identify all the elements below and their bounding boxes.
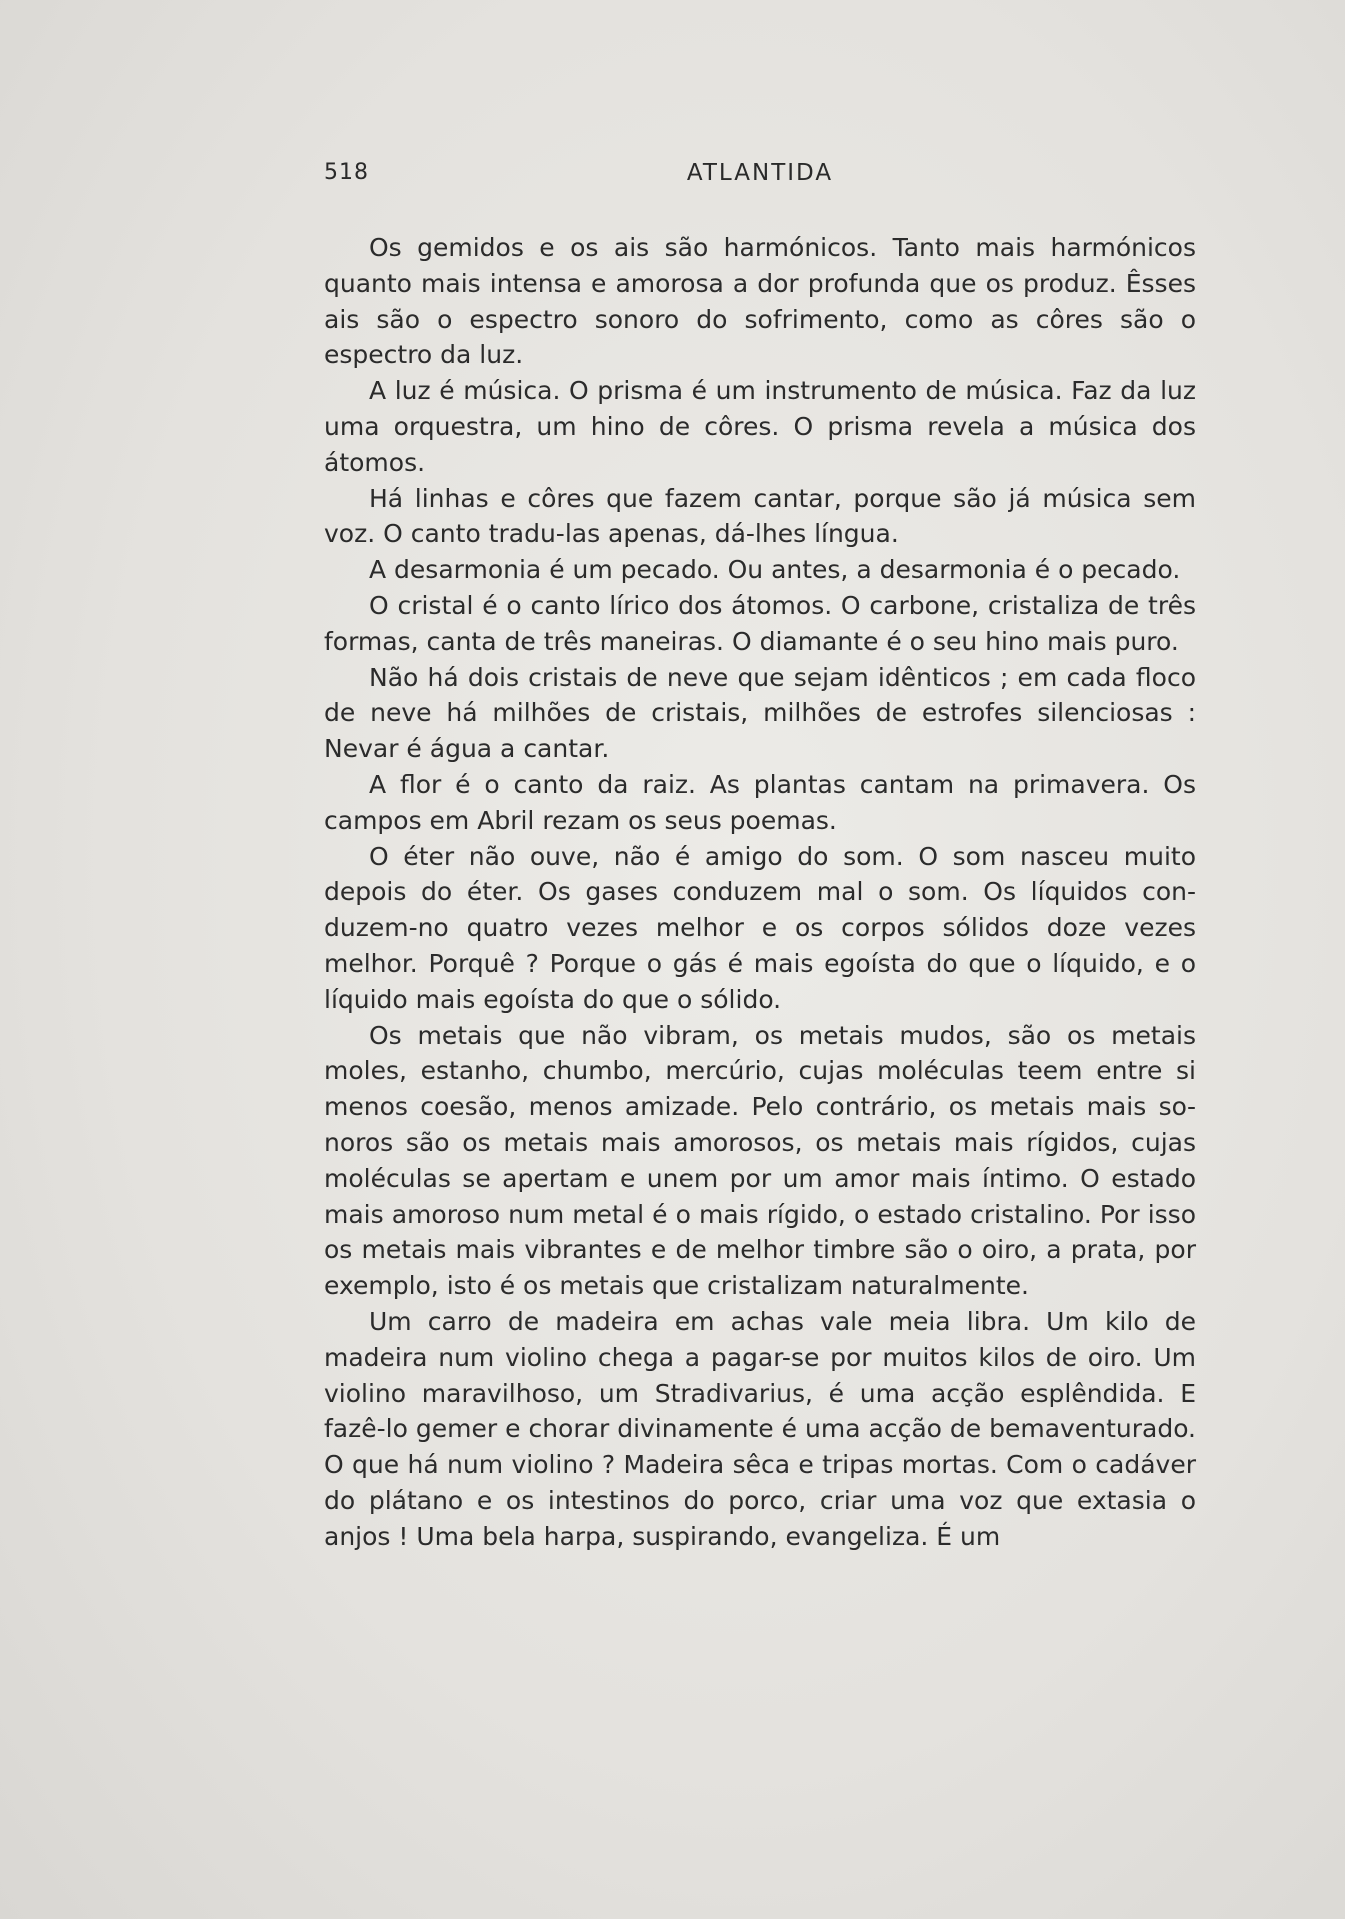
body-text	[324, 230, 1196, 1554]
paragraph: A flor é o canto da raiz. As plantas cantam na primavera. Os campos em Abril rezam os seus poemas.	[324, 769, 1196, 835]
paragraph: Não há dois cristais de neve que sejam idênticos ; em cada floco de neve há milhões de cristais, milhões de estrofes silenciosas : Nevar é água a cantar.	[324, 662, 1196, 764]
running-title: ATLANTIDA	[686, 160, 834, 186]
paragraph: Os gemidos e os ais são harmónicos. Tanto mais harmónicos quanto mais intensa e amorosa a dor profunda que os produz. Êsses ais são o espectro sonoro do sofrimento, como as côres são o espectro da luz.	[324, 233, 1196, 370]
paragraph: O éter não ouve, não é amigo do som. O som nasceu muito depois do éter. Os gases conduzem mal o som. Os líquidos conduzem-no quatro vezes melhor e os corpos sólidos doze vezes melhor. Porquê ? Porque o gás é mais egoísta do que o líquido, e o líquido mais egoísta do que o sólido.	[324, 841, 1196, 1014]
paragraph: A luz é música. O prisma é um instrumento de música. Faz da luz uma orquestra, um hino de côres. O prisma revela a música dos átomos.	[324, 376, 1196, 477]
running-head	[324, 160, 1196, 194]
page-number: 518	[324, 160, 369, 185]
paragraph: Os metais que não vibram, os metais mudos, são os metais moles, estanho, chumbo, mercúrio, cujas moléculas teem entre si menos coesão, menos amizade. Pelo contrário, os metais mais sonoros são os metais mais amorosos, os metais mais rígidos, cujas moléculas se apertam e unem por um amor mais íntimo. O estado mais amoroso num metal é o mais rígido, o estado cristalino. Por isso os metais mais vibrantes e de melhor timbre são o oiro, a prata, por exemplo, isto é os metais que cristalizam naturalmente.	[324, 1020, 1196, 1301]
paragraph: O cristal é o canto lírico dos átomos. O carbone, cristaliza de três formas, canta de três maneiras. O diamante é o seu hino mais puro.	[324, 590, 1196, 656]
paragraph: A desarmonia é um pecado. Ou antes, a desarmonia é o pecado.	[369, 555, 1181, 585]
paragraph: Há linhas e côres que fazem cantar, porque são já música sem voz. O canto tradu-las apenas, dá-lhes língua.	[324, 483, 1196, 549]
paragraph: Um carro de madeira em achas vale meia libra. Um kilo de madeira num violino chega a pagar-se por muitos kilos de oiro. Um violino maravilhoso, um Stradivarius, é uma acção esplêndida. E fazê-lo gemer e chorar divinamente é uma acção de bemaventurado. O que há num violino ? Madeira sêca e tripas mortas. Com o cadáver do plátano e os intestinos do porco, criar uma voz que extasia o anjos ! Uma bela harpa, suspirando, evangeliza. É um	[324, 1306, 1196, 1551]
